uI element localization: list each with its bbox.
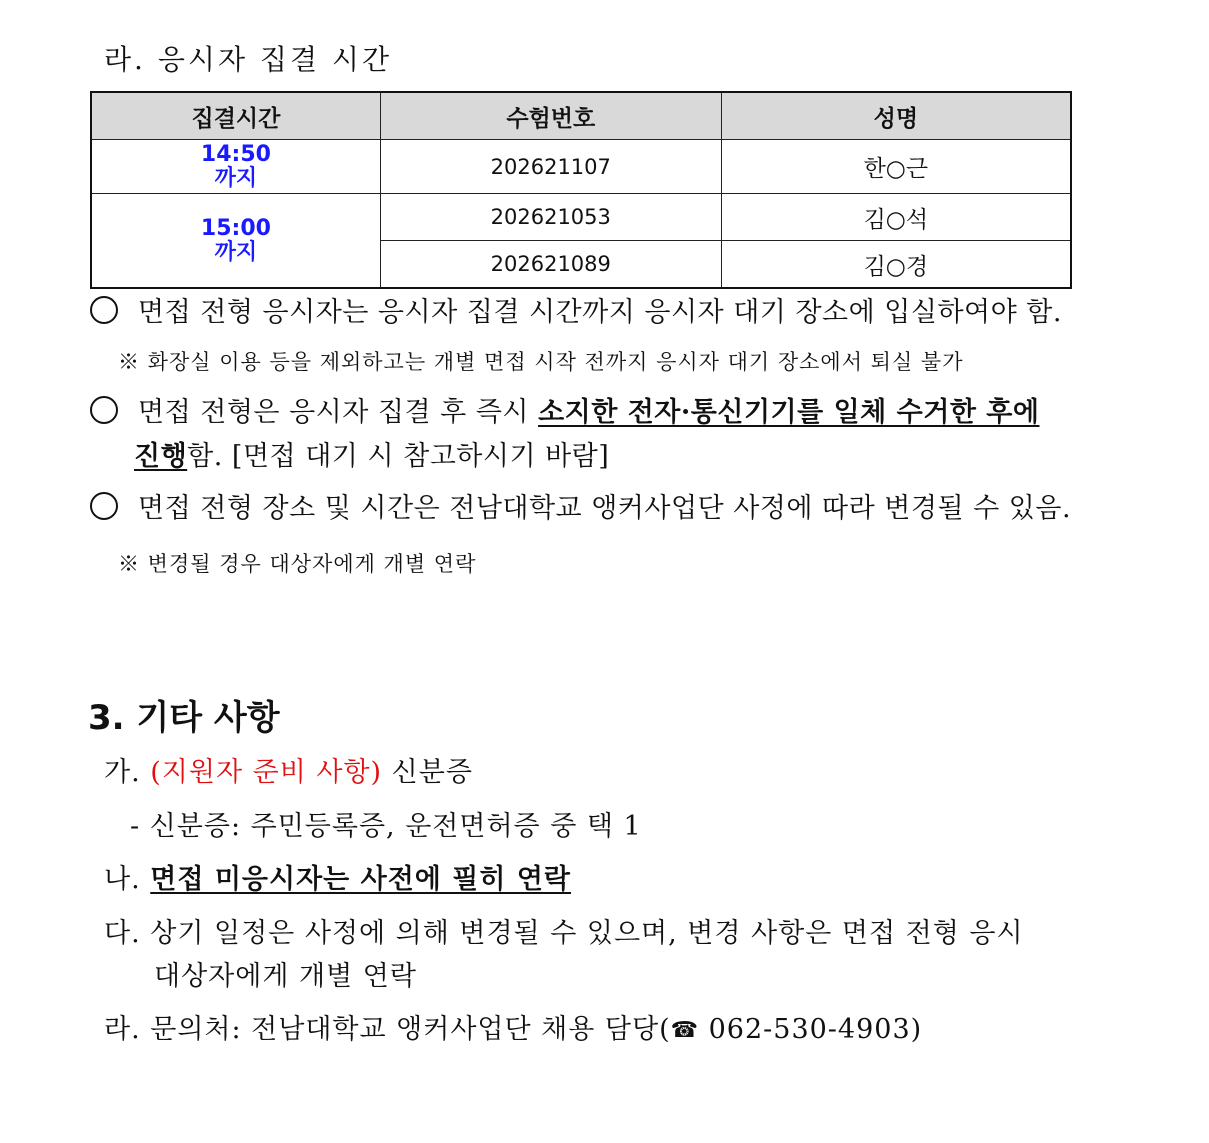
emphasis-proceed: 진행	[134, 441, 188, 472]
circle-bullet-icon	[90, 492, 118, 520]
bullet-assembly-requirement: 면접 전형 응시자는 응시자 집결 시간까지 응시자 대기 장소에 입실하여야 함.	[90, 290, 1062, 329]
telephone-icon: ☎	[670, 1018, 700, 1043]
header-exam-number: 수험번호	[380, 92, 721, 140]
header-assembly-time: 집결시간	[91, 92, 380, 140]
assembly-time-cell	[91, 140, 380, 194]
assembly-time-cell	[91, 194, 380, 289]
item-na: 나. 면접 미응시자는 사전에 필히 연락	[104, 864, 572, 895]
section-title-other: 3. 기타 사항	[88, 698, 280, 738]
assembly-schedule-table	[90, 91, 1072, 289]
note-individual-contact: ※ 변경될 경우 대상자에게 개별 연락	[118, 552, 477, 576]
header-name: 성명	[721, 92, 1071, 140]
bullet-device-collection-cont: 진행함. [면접 대기 시 참고하시기 바람]	[134, 441, 610, 472]
exam-number-cell: 202621107	[380, 140, 721, 194]
item-da-cont: 대상자에게 개별 연락	[154, 961, 417, 992]
exam-number-cell: 202621053	[380, 194, 721, 241]
item-da: 다. 상기 일정은 사정에 의해 변경될 수 있으며, 변경 사항은 면접 전형 응시	[104, 918, 1024, 949]
item-ga-sub: - 신분증: 주민등록증, 운전면허증 중 택 1	[130, 811, 642, 842]
bullet-location-change: 면접 전형 장소 및 시간은 전남대학교 앵커사업단 사정에 따라 변경될 수 있음.	[90, 486, 1071, 525]
note-restroom: ※ 화장실 이용 등을 제외하고는 개별 면접 시작 전까지 응시자 대기 장소에서 퇴실 불가	[118, 350, 964, 374]
emphasis-absent-contact: 면접 미응시자는 사전에 필히 연락	[150, 864, 572, 895]
time-suffix: 까지	[214, 239, 258, 265]
name-cell: 김○석	[721, 194, 1071, 241]
time-suffix: 까지	[214, 165, 258, 191]
circle-bullet-icon	[90, 296, 118, 324]
emphasis-device-collection: 소지한 전자·통신기기를 일체 수거한 후에	[538, 397, 1040, 428]
table-row	[91, 140, 1071, 194]
name-cell: 한○근	[721, 140, 1071, 194]
item-ga: 가. (지원자 준비 사항) 신분증	[104, 757, 473, 788]
name-cell: 김○경	[721, 241, 1071, 289]
item-ra-contact: 라. 문의처: 전남대학교 앵커사업단 채용 담당(☎ 062-530-4903)	[104, 1014, 923, 1045]
table-row	[91, 194, 1071, 241]
contact-phone: 062-530-4903)	[708, 1014, 923, 1045]
heading-assembly-time: 라. 응시자 집결 시간	[104, 43, 392, 76]
exam-number-cell: 202621089	[380, 241, 721, 289]
time-value: 15:00	[200, 215, 271, 241]
applicant-preparation-label: (지원자 준비 사항)	[150, 757, 383, 788]
time-value: 14:50	[200, 141, 271, 167]
circle-bullet-icon	[90, 396, 118, 424]
bullet-device-collection: 면접 전형은 응시자 집결 후 즉시 소지한 전자·통신기기를 일체 수거한 후에	[90, 390, 1039, 429]
